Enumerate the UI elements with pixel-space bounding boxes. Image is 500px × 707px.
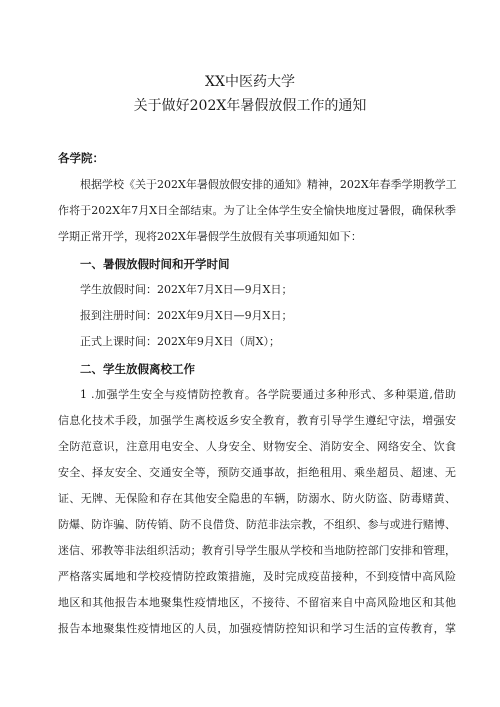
university-title: XX中医药大学: [205, 74, 295, 90]
intro-line-3: 学期正常开学，现将202X年暑假学生放假有关事项通知如下：: [58, 230, 362, 243]
section-1-item-3: 正式上课时间：202X年9月X日（周X）；: [80, 335, 280, 348]
section-2-line-9: 地区和其他报告本地聚集性疫情地区，不接待、不留宿来自中高风险地区和其他: [58, 596, 456, 609]
section-2-line-3: 全防范意识，注意用电安全、人身安全、财物安全、消防安全、网络安全、饮食: [58, 440, 456, 453]
section-2-line-6: 防爆、防诈骗、防传销、防不良借贷、防范非法宗教，不组织、参与或进行赌博、: [58, 518, 456, 531]
section-2-line-2: 信息化技术手段，加强学生离校返乡安全教育，教育引导学生遵纪守法，增强安: [58, 414, 456, 427]
section-1-heading: 一、暑假放假时间和开学时间: [80, 257, 230, 271]
section-2-line-10: 报告本地聚集性疫情地区的人员，加强疫情防控知识和学习生活的宣传教育，掌: [58, 622, 456, 635]
section-2-line-5: 证、无牌、无保险和存在其他安全隐患的车辆，防溺水、防火防盗、防毒赌黄、: [58, 492, 456, 505]
section-2-line-7: 迷信、邪教等非法组织活动；教育引导学生服从学校和当地防控部门安排和管理，: [58, 544, 456, 557]
section-1-item-1: 学生放假时间：202X年7月X日—9月X日；: [80, 283, 293, 296]
intro-line-2: 作将于202X年7月X日全部结束。为了让全体学生安全愉快地度过暑假，确保秋季: [58, 204, 456, 217]
section-1-item-2: 报到注册时间：202X年9月X日—9月X日；: [80, 309, 293, 322]
notice-title: 关于做好202X年暑假放假工作的通知: [133, 98, 367, 114]
salutation: 各学院：: [58, 151, 104, 165]
section-2-line-8: 严格落实属地和学校疫情防控政策措施，及时完成疫苗接种，不到疫情中高风险: [58, 570, 456, 583]
section-2-line-1: 1 .加强学生安全与疫情防控教育。各学院要通过多种形式、多种渠道,借助: [80, 388, 456, 401]
section-2-line-4: 安全、择友安全、交通安全等，预防交通事故，拒绝租用、乘坐超员、超速、无: [58, 466, 456, 479]
section-2-heading: 二、学生放假离校工作: [80, 362, 195, 376]
intro-line-1: 根据学校《关于202X年暑假放假安排的通知》精神，202X年春季学期教学工: [80, 178, 457, 191]
